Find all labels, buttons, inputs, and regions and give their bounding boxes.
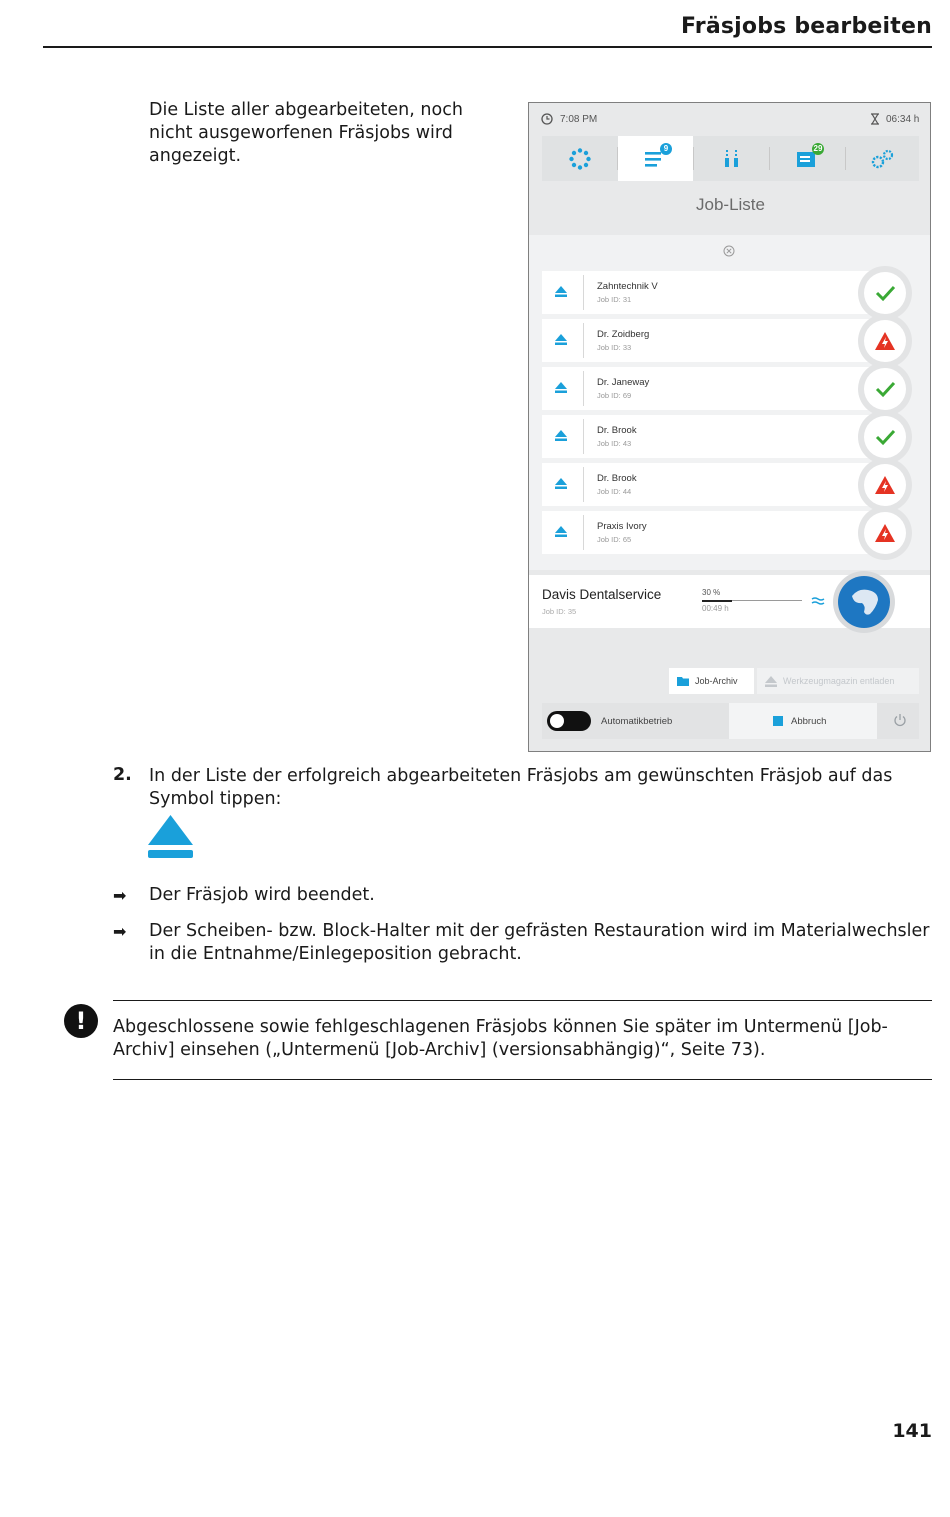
- job-name: Zahntechnik V: [597, 281, 658, 292]
- tools-icon: [722, 148, 742, 170]
- job-id: Job ID: 31: [597, 295, 632, 304]
- eject-icon[interactable]: [555, 334, 567, 345]
- checkmark-icon: [874, 283, 896, 303]
- result-text: Der Fräsjob wird beendet.: [149, 885, 375, 905]
- power-icon[interactable]: [893, 713, 907, 727]
- job-status-success: [858, 362, 912, 416]
- job-name: Dr. Brook: [597, 425, 637, 436]
- job-row[interactable]: [542, 367, 882, 410]
- job-id: Job ID: 33: [597, 343, 632, 352]
- unload-magazine-label: Werkzeugmagazin entladen: [783, 676, 895, 686]
- unload-magazine-button[interactable]: [757, 668, 919, 694]
- row-divider: [583, 467, 584, 502]
- active-job-id: Job ID: 35: [542, 607, 577, 616]
- active-job-name: Davis Dentalservice: [542, 587, 662, 602]
- job-status-error: [858, 506, 912, 560]
- job-status-success: [858, 266, 912, 320]
- header-divider: [43, 46, 932, 48]
- status-bar: [529, 103, 931, 135]
- screen-title: Job-Liste: [696, 195, 765, 214]
- warning-icon: [874, 475, 896, 495]
- row-divider: [583, 515, 584, 550]
- row-divider: [583, 275, 584, 310]
- job-id: Job ID: 69: [597, 391, 632, 400]
- folder-icon: [677, 676, 689, 686]
- page-header-title: Fräsjobs bearbeiten: [680, 14, 932, 39]
- tab-tools[interactable]: [694, 136, 769, 181]
- auto-mode-toggle[interactable]: [547, 711, 591, 731]
- job-status-error: [858, 314, 912, 368]
- checkmark-icon: [874, 427, 896, 447]
- job-status-inner: [864, 368, 906, 410]
- auto-mode-label: Automatikbetrieb: [601, 716, 673, 727]
- job-row[interactable]: [542, 511, 882, 554]
- job-id: Job ID: 44: [597, 487, 632, 496]
- clock-icon: [541, 113, 553, 125]
- eject-icon: [148, 815, 193, 859]
- job-status-success: [858, 410, 912, 464]
- row-divider: [583, 323, 584, 358]
- result-arrow-icon: ➡: [113, 886, 127, 905]
- hourglass-icon: [870, 113, 880, 125]
- materials-count-badge: 29: [813, 144, 823, 153]
- job-count-badge: 9: [660, 143, 672, 155]
- tooth-icon: [838, 576, 890, 628]
- intro-text: Die Liste aller abgearbeiteten, noch nicht ausgeworfenen Fräsjobs wird angezeigt.: [149, 100, 463, 166]
- settings-icon: [870, 148, 896, 170]
- abort-button[interactable]: [729, 703, 877, 739]
- job-status-inner: [864, 464, 906, 506]
- page-number: 141: [892, 1420, 932, 1442]
- note-text: Abgeschlossene sowie fehlgeschlagenen Fräsjobs können Sie später im Untermenü [Job-Archiv] einsehen („Untermenü [Job-Archiv] (versionsabhängig)“, Seite 73).: [113, 1017, 888, 1060]
- status-time: 7:08 PM: [560, 114, 598, 125]
- active-job-progress-fill: [702, 600, 732, 602]
- active-job-progress-bar: [702, 600, 802, 601]
- abort-label: Abbruch: [791, 716, 827, 727]
- active-job-progress-label: 30 %: [702, 588, 721, 597]
- stop-icon: [773, 716, 783, 726]
- eject-icon[interactable]: [555, 382, 567, 393]
- note-divider-bottom: [113, 1079, 932, 1080]
- eject-icon[interactable]: [555, 286, 567, 297]
- job-id: Job ID: 43: [597, 439, 632, 448]
- spinner-icon: [568, 147, 592, 171]
- job-name: Praxis Ivory: [597, 521, 647, 532]
- checkmark-icon: [874, 379, 896, 399]
- job-status-error: [858, 458, 912, 512]
- job-status-inner: [864, 416, 906, 458]
- eject-icon[interactable]: [555, 478, 567, 489]
- tab-machine[interactable]: [542, 136, 617, 181]
- job-row[interactable]: [542, 271, 882, 314]
- row-divider: [583, 419, 584, 454]
- step-text: In der Liste der erfolgreich abgearbeiteten Fräsjobs am gewünschten Fräsjob auf das Symbol tippen:: [149, 766, 893, 809]
- job-row[interactable]: [542, 415, 882, 458]
- bottom-bar: [542, 703, 919, 739]
- note-divider-top: [113, 1000, 932, 1001]
- eject-icon[interactable]: [555, 430, 567, 441]
- warning-icon: [874, 331, 896, 351]
- coolant-icon: [811, 597, 825, 605]
- job-id: Job ID: 65: [597, 535, 632, 544]
- eject-icon[interactable]: [555, 526, 567, 537]
- main-nav: [542, 136, 919, 181]
- job-row[interactable]: [542, 463, 882, 506]
- job-status-inner: [864, 512, 906, 554]
- active-job-status: [833, 571, 895, 633]
- result-text: Der Scheiben- bzw. Block-Halter mit der gefrästen Restauration wird im Materialwechsler in die Entnahme/Einlegeposition gebracht.: [149, 921, 930, 964]
- warning-icon: [874, 523, 896, 543]
- row-divider: [583, 371, 584, 406]
- job-name: Dr. Zoidberg: [597, 329, 650, 340]
- job-row[interactable]: [542, 319, 882, 362]
- job-archive-label: Job-Archiv: [695, 676, 738, 686]
- tab-settings[interactable]: [846, 136, 919, 181]
- job-status-inner: [864, 272, 906, 314]
- job-name: Dr. Brook: [597, 473, 637, 484]
- machine-ui-screenshot: [528, 102, 931, 752]
- active-job-time: 00:49 h: [702, 604, 729, 613]
- exclamation-icon: !: [64, 1004, 98, 1038]
- job-name: Dr. Janeway: [597, 377, 650, 388]
- job-status-inner: [864, 320, 906, 362]
- tab-materials[interactable]: [770, 136, 845, 181]
- toggle-knob: [550, 714, 564, 728]
- step-number: 2.: [113, 765, 132, 785]
- status-remaining-time: 06:34 h: [886, 114, 920, 125]
- tab-job-list[interactable]: [618, 136, 693, 181]
- clear-filter-icon[interactable]: [722, 244, 736, 258]
- job-archive-button[interactable]: [669, 668, 754, 694]
- restoration-preview: [838, 576, 890, 628]
- eject-icon: [765, 676, 777, 687]
- result-arrow-icon: ➡: [113, 922, 127, 941]
